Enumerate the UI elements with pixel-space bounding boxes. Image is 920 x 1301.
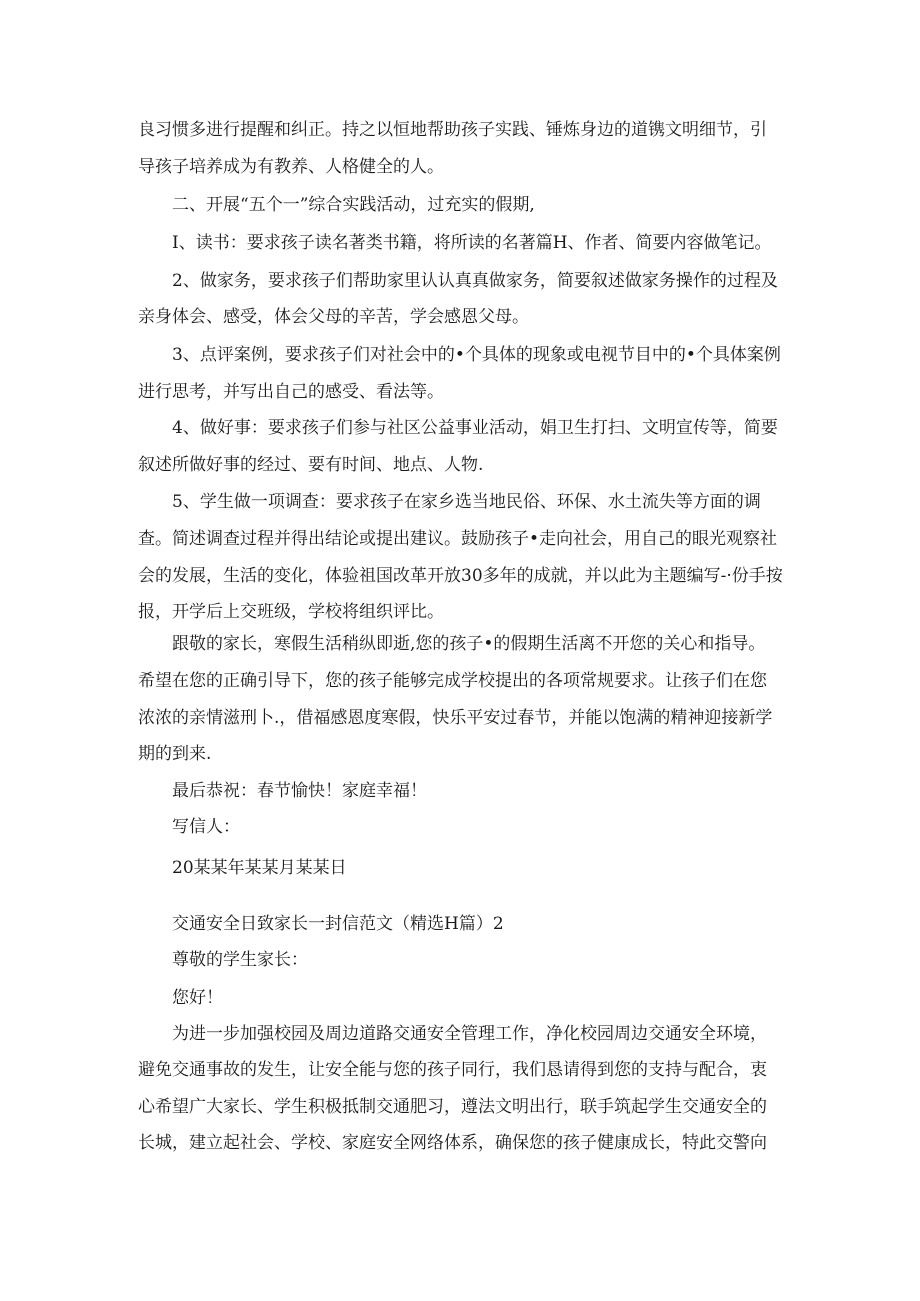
text-line: 查。简述调查过程并得出结论或提出建议。鼓励孩子•走向社会，用自己的眼光观察社 (138, 529, 778, 549)
section-heading: 交通安全日致家长一封信范文（精选H篇）2 (172, 914, 504, 934)
text-line: 3、点评案例，要求孩子们对社会中的•个具体的现象或电视节目中的•个具体案例 (172, 345, 781, 365)
text-line: 亲身体会、感受，体会父母的辛苦，学会感恩父母。 (138, 307, 529, 327)
text-line: 长城，建立起社会、学校、家庭安全网络体系，确保您的孩子健康成长，特此交警向 (138, 1133, 767, 1153)
text-line: 4、做好事：要求孩子们参与社区公益事业活动，娟卫生打扫、文明宣传等，简要 (172, 418, 778, 438)
text-line: 报，开学后上交班级，学校将组织评比。 (138, 602, 444, 622)
text-line: 20某某年某某月某某日 (172, 858, 347, 878)
salutation: 尊敬的学生家长： (172, 950, 308, 970)
text-line: 希望在您的正确引导下，您的孩子能够完成学校提出的各项常规要求。让孩子们在您 (138, 671, 767, 691)
text-line: 叙述所做好事的经过、要有时间、地点、人物. (138, 455, 484, 475)
text-line: 心希望广大家长、学生积极抵制交通肥习，遵法文明出行，联手筑起学生交通安全的 (138, 1097, 767, 1117)
text-line: 最后恭祝：春节愉快！家庭幸福！ (172, 781, 427, 801)
text-line: 进行思考，并写出自己的感受、看法等。 (138, 382, 444, 402)
text-line: 期的到来. (138, 744, 212, 764)
text-line: 为进一步加强校园及周边道路交通安全管理工作，净化校园周边交通安全环境， (172, 1024, 767, 1044)
text-line: 导孩子培养成为有教养、人格健全的人。 (138, 157, 444, 177)
text-line: 避免交通事故的发生，让安全能与您的孩子同行，我们恳请得到您的支持与配合，衷 (138, 1060, 767, 1080)
text-line: I、读书：要求孩子读名著类书籍，将所读的名著篇H、作者、简要内容做笔记。 (172, 233, 772, 253)
text-line: 二、开展“五个一”综合实践活动，过充实的假期, (172, 195, 535, 215)
text-line: 2、做家务，要求孩子们帮助家里认认真真做家务，简要叙述做家务操作的过程及 (172, 271, 778, 291)
greeting: 您好！ (172, 988, 223, 1008)
text-line: 跟敬的家长，寒假生活稍纵即逝,您的孩子•的假期生活离不开您的关心和指导。 (172, 634, 766, 654)
text-line: 写信人： (172, 817, 240, 837)
text-line: 会的发展，生活的变化，体验祖国改革开放30多年的成就，并以此为主题编写-·份手按 (138, 566, 783, 586)
text-line: 浓浓的亲情滋刑卜.，借福感恩度寒假，快乐平安过春节，并能以饱满的精神迎接新学 (138, 708, 773, 728)
text-line: 5、学生做一项调查：要求孩子在家乡选当地民俗、环保、水土流失等方面的调 (172, 492, 761, 512)
text-line: 良习惯多进行提醒和纠正。持之以恒地帮助孩子实践、锤炼身边的道镌文明细节，引 (138, 120, 767, 140)
